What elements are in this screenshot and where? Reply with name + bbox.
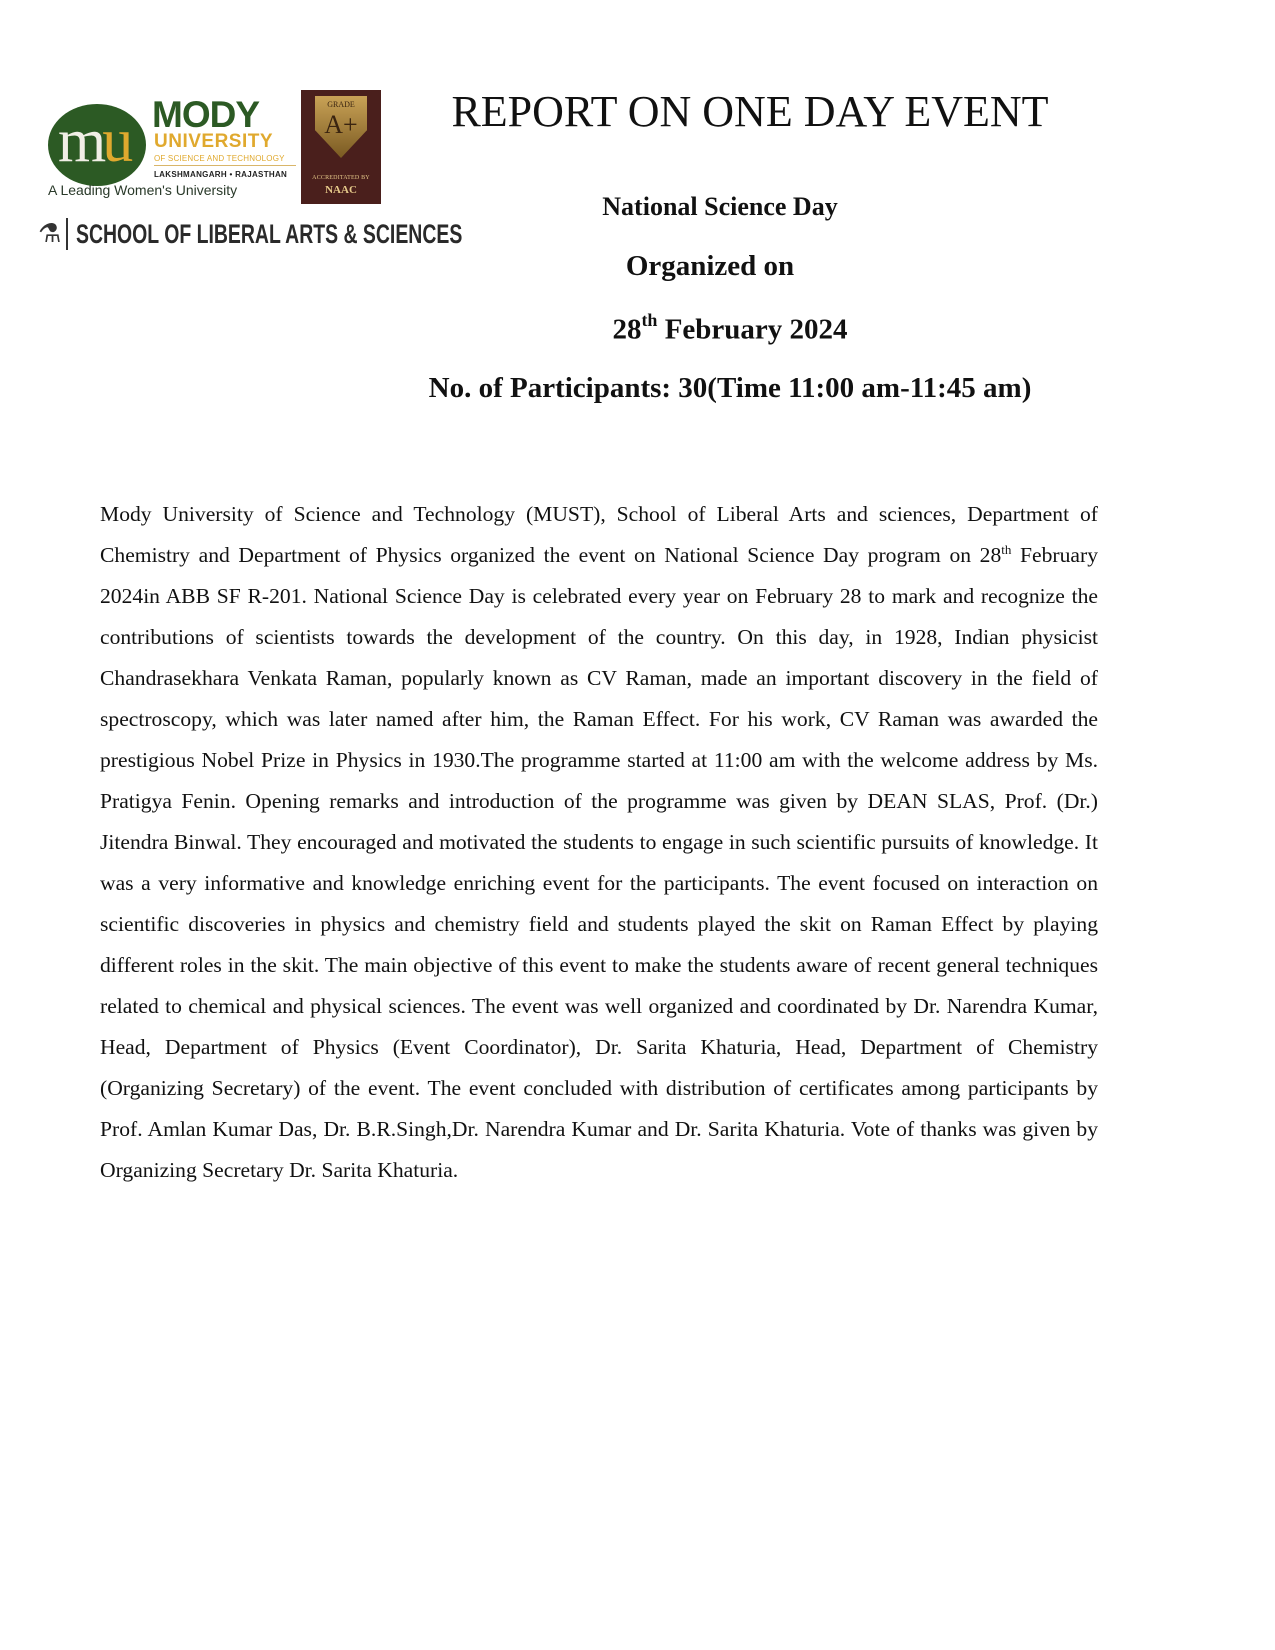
logo-of-science: OF SCIENCE AND TECHNOLOGY bbox=[154, 154, 285, 163]
logo-name: MODY bbox=[152, 94, 259, 135]
university-logo bbox=[38, 92, 463, 272]
naac-body: NAAC bbox=[325, 184, 357, 196]
participants-line: No. of Participants: 30(Time 11:00 am-11:45 am) bbox=[428, 372, 1032, 404]
banner-divider bbox=[66, 218, 68, 250]
naac-accredited-label: ACCREDITATED BY bbox=[312, 175, 370, 181]
logo-divider bbox=[154, 165, 296, 166]
logo-location: LAKSHMANGARH • RAJASTHAN bbox=[154, 170, 288, 179]
naac-grade: A+ bbox=[324, 110, 358, 139]
logo-university: UNIVERSITY bbox=[154, 131, 274, 152]
report-body: Mody University of Science and Technology (MUST), School of Liberal Arts and sciences, Department of Chemistry and Department of Physics organized the event on National Science Day program on 28th February 2024in ABB SF R-201. National Science Day is celebrated every year on February 28 to mark and recognize the contributions of scientists towards the development of the country. On this day, in 1928, Indian physicist Chandrasekhara Venkata Raman, popularly known as CV Raman, made an important discovery in the field of spectroscopy, which was later named after him, the Raman Effect. For his work, CV Raman was awarded the prestigious Nobel Prize in Physics in 1930.The programme started at 11:00 am with the welcome address by Ms. Pratigya Fenin. Opening remarks and introduction of the programme was given by DEAN SLAS, Prof. (Dr.) Jitendra Binwal. They encouraged and motivated the students to engage in such scientific pursuits of knowledge. It was a very informative and knowledge enriching event for the participants. The event focused on interaction on scientific discoveries in physics and chemistry field and students played the skit on Raman Effect by playing different roles in the skit. The main objective of this event to make the students aware of recent general techniques related to chemical and physical sciences. The event was well organized and coordinated by Dr. Narendra Kumar, Head, Department of Physics (Event Coordinator), Dr. Sarita Khaturia, Head, Department of Chemistry (Organizing Secretary) of the event. The event concluded with distribution of certificates among participants by Prof. Amlan Kumar Das, Dr. B.R.Singh,Dr. Narendra Kumar and Dr. Sarita Khaturia. Vote of thanks was given by Organizing Secretary Dr. Sarita Khaturia. bbox=[100, 502, 1098, 1182]
mu-monogram: mu bbox=[58, 107, 130, 175]
report-title: REPORT ON ONE DAY EVENT bbox=[451, 87, 1049, 136]
event-name: National Science Day bbox=[602, 192, 838, 221]
school-banner bbox=[38, 214, 463, 254]
logo-tagline: A Leading Women's University bbox=[48, 182, 238, 198]
school-name: SCHOOL OF LIBERAL ARTS & SCIENCES bbox=[76, 219, 463, 249]
event-date: 28th February 2024 bbox=[612, 310, 848, 346]
flask-pen-icon: ⚗ bbox=[38, 219, 62, 248]
naac-badge bbox=[301, 90, 381, 204]
organized-label: Organized on bbox=[625, 250, 795, 282]
naac-grade-label: GRADE bbox=[327, 100, 355, 109]
